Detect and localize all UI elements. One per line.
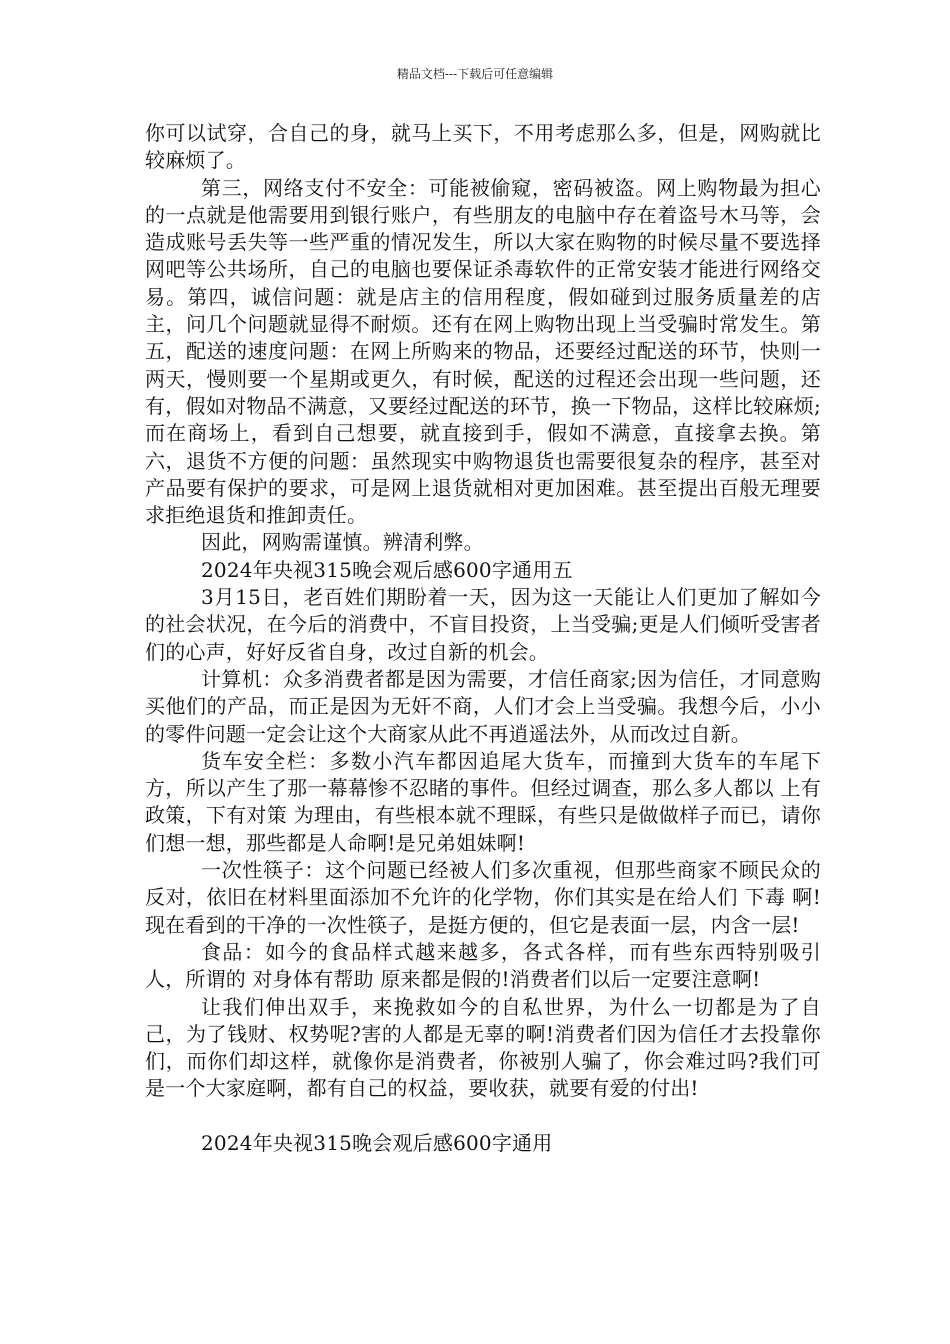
paragraph-9: 让我们伸出双手，来挽救如今的自私世界，为什么一切都是为了自己，为了钱财、权势呢?害的人都是无辜的啊!消费者们因为信任才去投靠你们，而你们却这样，就像你是消费者，你被别人骗了，你会难过吗?我们可是一个大家庭啊，都有自己的权益，要收获，就要有爱的付出! bbox=[145, 994, 821, 1101]
section-heading: 2024年央视315晚会观后感600字通用五 bbox=[201, 557, 573, 582]
paragraph-8: 食品：如今的食品样式越来越多，各式各样，而有些东西特别吸引人，所谓的 对身体有帮助 原来都是假的!消费者们以后一定要注意啊! bbox=[145, 939, 821, 992]
footer-title: 2024年央视315晚会观后感600字通用 bbox=[201, 1130, 553, 1155]
paragraph-gap bbox=[145, 1103, 821, 1130]
paragraph-2: 第三，网络支付不安全：可能被偷窥，密码被盗。网上购物最为担心的一点就是他需要用到银行账户，有些朋友的电脑中存在着盗号木马等，会造成账号丢失等一些严重的情况发生，所以大家在购物的时候尽量不要选择网吧等公共场所，自己的电脑也要保证杀毒软件的正常安装才能进行网络交易。第四，诚信问题：就是店主的信用程度，假如碰到过服务质量差的店主，问几个问题就显得不耐烦。还有在网上购物出现上当受骗时常发生。第五，配送的速度问题：在网上所购来的物品，还要经过配送的环节，快则一两天，慢则要一个星期或更久，有时候，配送的过程还会出现一些问题，还有，假如对物品不满意，又要经过配送的环节，换一下物品，这样比较麻烦;而在商场上，看到自己想要，就直接到手，假如不满意，直接拿去换。第六，退货不方便的问题：虽然现实中购物退货也需要很复杂的程序，甚至对产品要有保护的要求，可是网上退货就相对更加困难。甚至提出百般无理要求拒绝退货和推卸责任。 bbox=[145, 175, 821, 528]
paragraph-5: 计算机：众多消费者都是因为需要，才信任商家;因为信任，才同意购买他们的产品，而正是因为无奸不商，人们才会上当受骗。我想今后，小小的零件问题一定会让这个大商家从此不再逍遥法外，从而改过自新。 bbox=[145, 666, 821, 746]
paragraph-7: 一次性筷子：这个问题已经被人们多次重视，但那些商家不顾民众的反对，依旧在材料里面添加不允许的化学物，你们其实是在给人们 下毒 啊!现在看到的干净的一次性筷子，是挺方便的，但它是表面一层，内含一层! bbox=[145, 858, 821, 937]
paragraph-4: 3月15日，老百姓们期盼着一天，因为这一天能让人们更加了解如今的社会状况，在今后的消费中，不盲目投资，上当受骗;更是人们倾听受害者们的心声，好好反省自身，改过自新的机会。 bbox=[145, 585, 821, 664]
document-body bbox=[145, 120, 821, 1157]
page-header: 精品文档---下载后可任意编辑 bbox=[396, 67, 554, 81]
paragraph-6: 货车安全栏：多数小汽车都因追尾大货车，而撞到大货车的车尾下方，所以产生了那一幕幕惨不忍睹的事件。但经过调查，那么多人都以 上有政策，下有对策 为理由，有些根本就不理睬，有些只是做做样子而已，请你们想一想，那些都是人命啊!是兄弟姐妹啊! bbox=[145, 748, 821, 855]
paragraph-1: 你可以试穿，合自己的身，就马上买下，不用考虑那么多，但是，网购就比较麻烦了。 bbox=[145, 121, 821, 173]
paragraph-3: 因此，网购需谨慎。辨清利弊。 bbox=[201, 530, 484, 555]
